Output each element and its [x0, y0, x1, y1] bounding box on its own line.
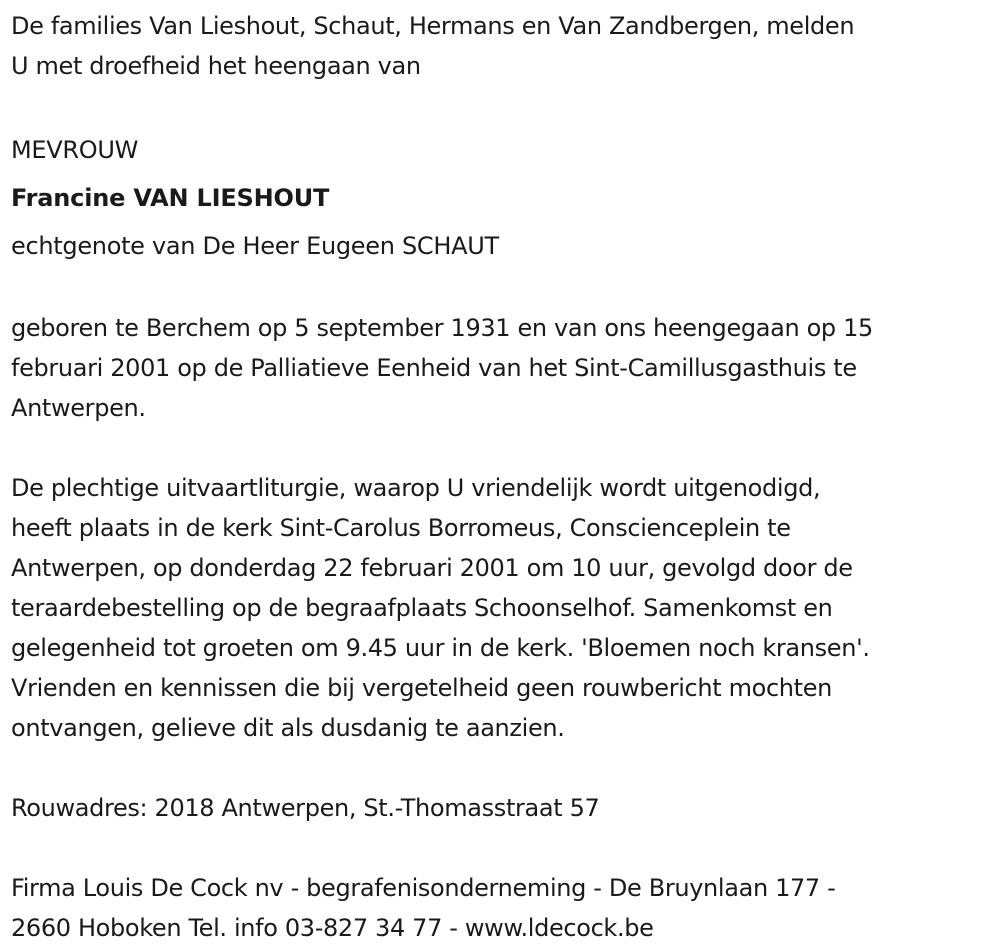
funeral-home-line-1: Firma Louis De Cock nv - begrafenisonderneming - De Bruynlaan 177 - [11, 874, 836, 902]
spacer [11, 748, 996, 788]
intro-line-2: U met droefheid het heengaan van [11, 52, 421, 80]
birth-death-line-3: Antwerpen. [11, 394, 146, 422]
deceased-title: MEVROUW [11, 136, 139, 164]
ceremony-paragraph [11, 468, 996, 748]
ceremony-line-1: De plechtige uitvaartliturgie, waarop U vriendelijk wordt uitgenodigd, [11, 474, 821, 502]
spacer [11, 86, 996, 126]
funeral-home-paragraph [11, 868, 996, 948]
funeral-home-line-2: 2660 Hoboken Tel. info 03-827 34 77 - www.ldecock.be [11, 914, 654, 942]
ceremony-line-5: gelegenheid tot groeten om 9.45 uur in de kerk. 'Bloemen noch kransen'. [11, 634, 870, 662]
spacer [11, 270, 996, 308]
birth-death-paragraph [11, 308, 996, 428]
birth-death-line-2: februari 2001 op de Palliatieve Eenheid van het Sint-Camillusgasthuis te [11, 354, 857, 382]
intro-paragraph [11, 6, 996, 86]
deceased-name: Francine VAN LIESHOUT [11, 184, 330, 212]
spacer [11, 428, 996, 468]
obituary-document [11, 6, 996, 948]
ceremony-line-7: ontvangen, gelieve dit als dusdanig te aanzien. [11, 714, 565, 742]
ceremony-line-6: Vrienden en kennissen die bij vergetelheid geen rouwbericht mochten [11, 674, 833, 702]
spacer [11, 828, 996, 868]
ceremony-line-2: heeft plaats in de kerk Sint-Carolus Borromeus, Conscienceplein te [11, 514, 791, 542]
address-paragraph [11, 788, 996, 828]
address-line-1: Rouwadres: 2018 Antwerpen, St.-Thomasstraat 57 [11, 794, 600, 822]
birth-death-line-1: geboren te Berchem op 5 september 1931 en van ons heengegaan op 15 [11, 314, 873, 342]
deceased-spouse: echtgenote van De Heer Eugeen SCHAUT [11, 232, 499, 260]
ceremony-line-3: Antwerpen, op donderdag 22 februari 2001 om 10 uur, gevolgd door de [11, 554, 853, 582]
intro-line-1: De families Van Lieshout, Schaut, Hermans en Van Zandbergen, melden [11, 12, 855, 40]
ceremony-line-4: teraardebestelling op de begraafplaats Schoonselhof. Samenkomst en [11, 594, 833, 622]
